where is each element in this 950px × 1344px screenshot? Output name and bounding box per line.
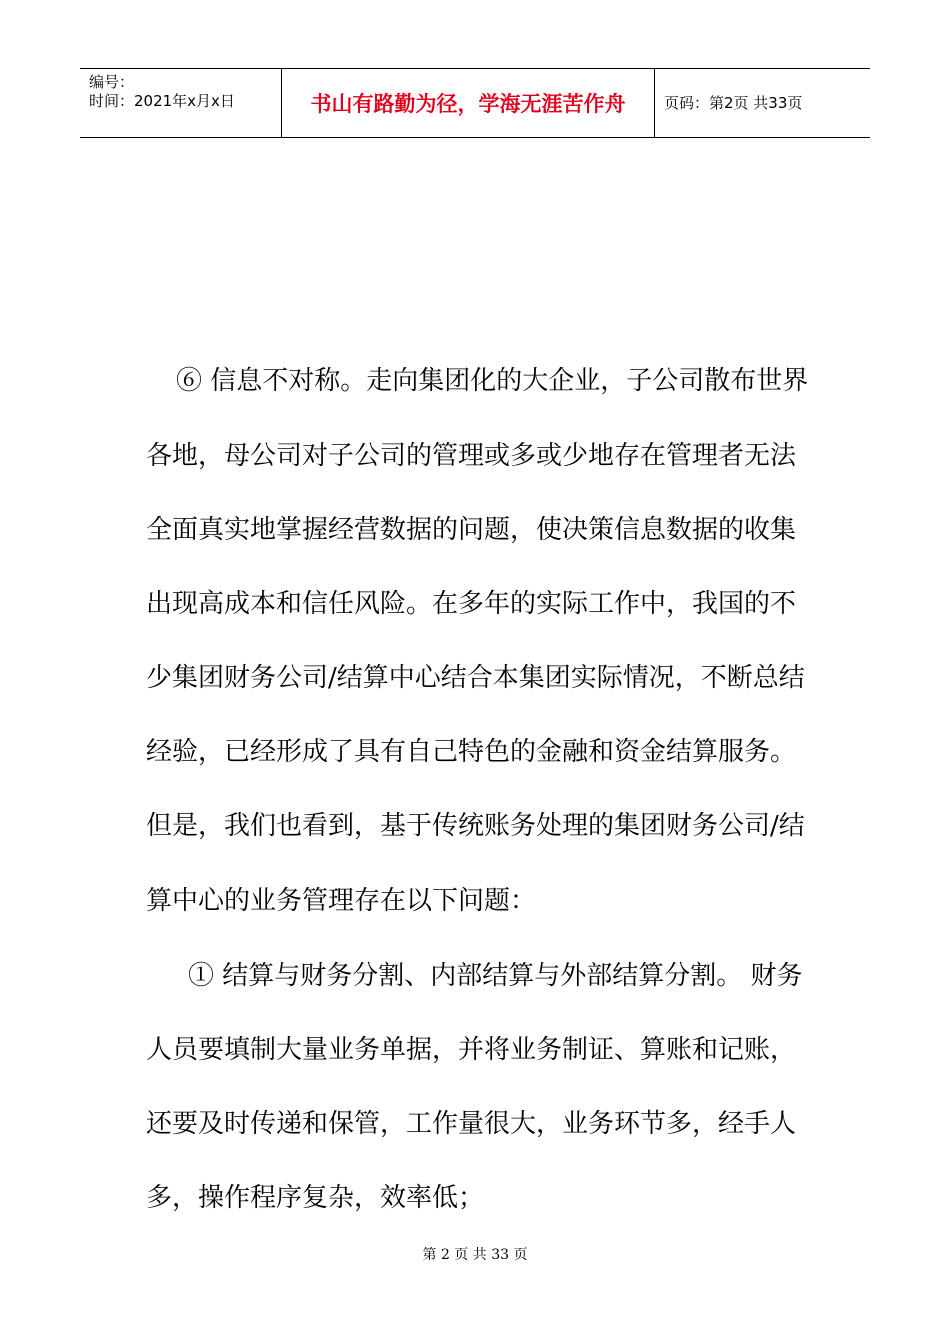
document-date-label: 时间：2021年x月x日 [89,92,235,110]
page-footer: 第 2 页 共 33 页 [422,1247,528,1263]
paragraph-line: ① 结算与财务分割、内部结算与外部结算分割。 财务 [188,961,803,991]
paragraph-line: 少集团财务公司/结算中心结合本集团实际情况，不断总结 [146,663,805,693]
paragraph-line: 各地，母公司对子公司的管理或多或少地存在管理者无法 [146,441,797,471]
paragraph-line: 经验，已经形成了具有自己特色的金融和资金结算服务。 [146,737,797,767]
header-motto-cell [281,69,655,137]
paragraph-line: 但是，我们也看到，基于传统账务处理的集团财务公司/结 [146,811,805,841]
paragraph-line: 全面真实地掌握经营数据的问题，使决策信息数据的收集 [146,515,797,545]
header-page-code: 页码：第2页 共33页 [664,94,803,112]
header-info-cell [80,69,281,137]
paragraph-line: 算中心的业务管理存在以下问题： [146,886,537,916]
paragraph-line: 还要及时传递和保管，工作量很大，业务环节多，经手人 [146,1109,797,1139]
paragraph-line: ⑥ 信息不对称。走向集团化的大企业，子公司散布世界 [176,366,809,396]
header-page-cell [654,69,870,137]
paragraph-line: 出现高成本和信任风险。在多年的实际工作中，我国的不 [146,589,797,619]
document-number-label: 编号： [89,73,135,91]
paragraph-line: 多，操作程序复杂，效率低； [146,1183,485,1213]
header-motto: 书山有路勤为径，学海无涯苦作舟 [310,92,626,116]
page-header [80,68,870,138]
paragraph-line: 人员要填制大量业务单据，并将业务制证、算账和记账， [146,1035,797,1065]
